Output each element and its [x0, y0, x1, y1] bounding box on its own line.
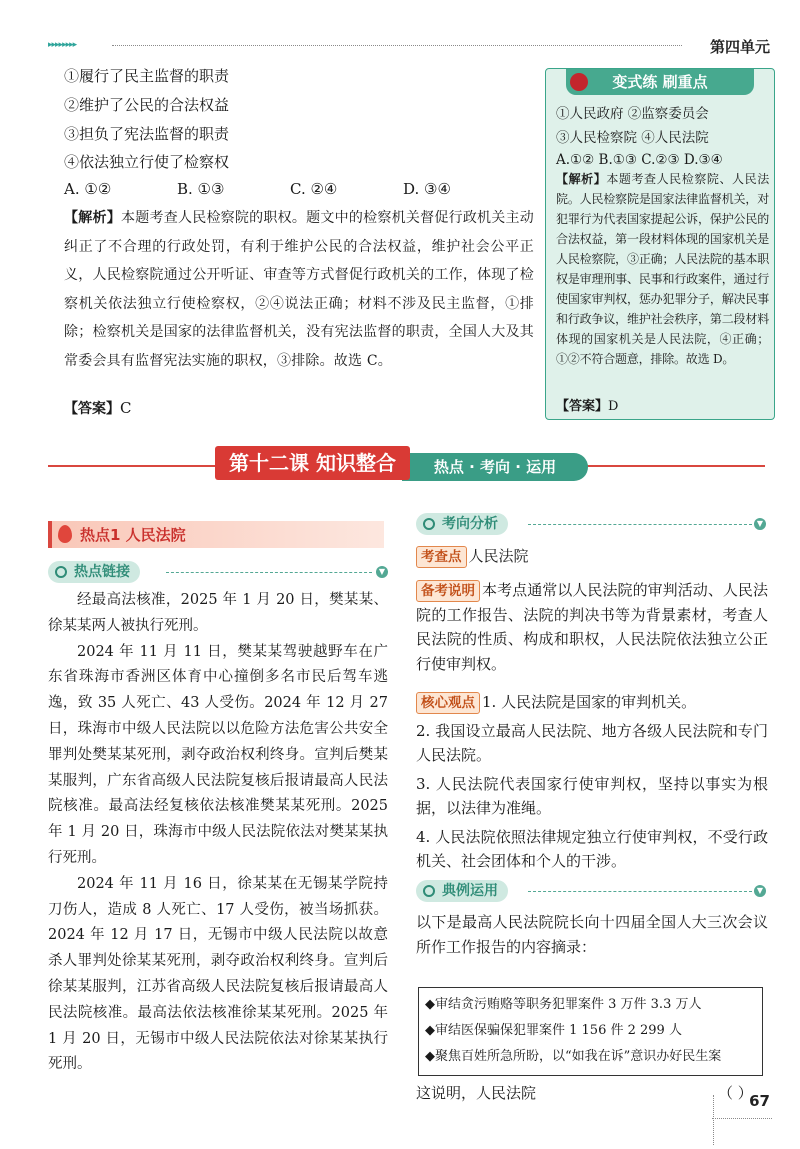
option-4: ④依法独立行使了检察权 — [64, 153, 230, 171]
exam-point-row — [416, 544, 768, 569]
explanation-top — [64, 204, 534, 375]
practice-choices: A.①② B.①③ C.②③ D.③④ — [556, 152, 723, 168]
banner-line-right — [585, 465, 765, 467]
core-views-label: 核心观点 — [416, 692, 480, 714]
practice-box — [545, 68, 775, 420]
option-2: ②维护了公民的合法权益 — [64, 96, 230, 114]
chevron-down-icon: ▼ — [754, 518, 766, 530]
banner-line-left — [48, 465, 220, 467]
header-arrows: ▸▸▸▸▸▸▸▸ — [48, 40, 77, 50]
option-3: ③担负了宪法监督的职责 — [64, 125, 230, 143]
practice-answer — [556, 397, 618, 416]
answer-top — [64, 398, 131, 418]
example-intro: 以下是最高人民法院院长向十四届全国人大三次会议所作工作报告的内容摘录： — [416, 913, 768, 956]
choice-c: C. ②④ — [290, 180, 338, 198]
practice-options-row1: ①人民政府 ②监察委员会 — [556, 106, 709, 122]
report-bullet-2: ◆审结医保骗保犯罪案件 1 156 件 2 299 人 — [425, 1023, 682, 1038]
prep-note — [416, 578, 768, 676]
core-item-4: 4. 人民法院依照法律规定独立行使审判权，不受行政机关、社会团体和个人的干涉。 — [416, 827, 768, 870]
prep-note-label: 备考说明 — [416, 580, 480, 602]
explanation-label: 【解析】 — [64, 210, 121, 226]
core-item-1: 1. 人民法院是国家的审判机关。 — [482, 693, 697, 711]
hot-link-pill — [48, 561, 140, 583]
choice-b: B. ①③ — [177, 180, 225, 198]
report-excerpt-box — [418, 987, 763, 1076]
analysis-pill — [416, 513, 508, 535]
practice-box-title: 变式练 刷重点 — [612, 73, 708, 91]
hot-link-label: 热点链接 — [74, 564, 130, 580]
core-item-3: 3. 人民法院代表国家行使审判权，坚持以事实为根据，以法律为准绳。 — [416, 774, 768, 817]
choice-d: D. ③④ — [403, 180, 451, 198]
explanation-text: 本题考查人民检察院的职权。题文中的检察机关督促行政机关主动纠正了不合理的行政处罚，有利于维护公民的合法权益，维护社会公平正义，人民检察院通过公开听证、审查等方式督促行政机关的工作，体现了检察机关依法独立行使检察权，②④说法正确；材料不涉及民主监督，①排除；检察机关是国家的法律监督机关，没有宪法监督的职责，全国人大及其常委会具有监督宪法实施的职权，③排除。故选 C。 — [64, 210, 534, 369]
practice-explanation — [556, 169, 769, 369]
practice-answer-label: 【答案】 — [556, 399, 609, 414]
exam-point-text: 人民法院 — [468, 547, 529, 565]
example-label: 典例运用 — [442, 883, 498, 899]
analysis-label: 考向分析 — [442, 516, 498, 532]
example-dashed-line — [528, 891, 752, 892]
practice-answer-value: D — [608, 399, 619, 414]
unit-title: 第四单元 — [709, 38, 770, 56]
prep-note-text: 本考点通常以人民法院的审判活动、人民法院的工作报告、法院的判决书等为背景素材，考查人民法院的性质、构成和职权，人民法院依法独立公正行使审判权。 — [416, 581, 768, 673]
link-icon — [55, 566, 67, 578]
choice-a: A. ①② — [64, 180, 112, 198]
option-1: ①履行了民主监督的职责 — [64, 67, 230, 85]
practice-options-row2: ③人民检察院 ④人民法院 — [556, 130, 709, 146]
banner-title: 第十二课 知识整合 — [215, 446, 410, 480]
banner-subtitle: 热点 · 考向 · 运用 — [402, 453, 588, 481]
practice-explain-text: 本题考查人民检察院、人民法院。人民检察院是国家法律监督机关，对犯罪行为代表国家提起公诉，保护公民的合法权益，第一段材料体现的国家机关是人民检察院，③正确；人民法院的基本职权是审理刑事、民事和行政案件，通过行使国家审判权，惩办犯罪分子，解决民事和行政争议，维护社会秩序，第二段材料体现的国家机关是人民法院，④正确；①②不符合题意，排除。故选 D。 — [556, 172, 770, 366]
core-views — [416, 690, 768, 874]
core-item-2: 2. 我国设立最高人民法院、地方各级人民法院和专门人民法院。 — [416, 721, 768, 764]
answer-value: C — [120, 399, 132, 417]
report-bullet-3: ◆聚焦百姓所急所盼，以“如我在诉”意识办好民生案 — [425, 1049, 722, 1064]
footer-vertical-dots — [713, 1095, 714, 1145]
practice-box-header — [566, 69, 754, 95]
hot-link-section-head — [48, 561, 388, 583]
flame-icon — [58, 525, 72, 543]
analysis-dashed-line — [528, 524, 752, 525]
chevron-down-icon: ▼ — [754, 885, 766, 897]
hot-point-title: 热点1 人民法院 — [80, 526, 186, 544]
hot-point-body — [48, 588, 388, 1078]
practice-explain-label: 【解析】 — [556, 172, 607, 186]
question-stem: 这说明，人民法院 — [416, 1084, 537, 1102]
page-number: 67 — [749, 1092, 770, 1110]
header-dotted-line — [112, 45, 682, 46]
pen-icon — [570, 73, 588, 91]
report-bullet-1: ◆审结贪污贿赂等职务犯罪案件 3 万件 3.3 万人 — [425, 997, 702, 1012]
book-icon — [423, 885, 435, 897]
hot-paragraph-2: 2024 年 11 月 11 日，樊某某驾驶越野车在广东省珠海市香洲区体育中心撞倒多名市民后驾车逃逸，致 35 人死亡、43 人受伤。2024 年 12 月 27 日，珠海市中级人民法院以以危险方法危害公共安全罪判处樊某某死刑，剥夺政治权利终身。宣判后樊某某服判，广东省高级人民法院复核后报请最高人民法院核准。最高法经复核依法核准樊某某死刑。2025 年 1 月 20 日，珠海市中级人民法院依法对樊某某执行死刑。 — [48, 643, 388, 866]
hot-paragraph-3: 2024 年 11 月 16 日，徐某某在无锡某学院持刀伤人，造成 8 人死亡、17 人受伤，被当场抓获。2024 年 12 月 17 日，无锡市中级人民法院以故意杀人罪判处徐某某死刑，剥夺政治权利终身。宣判后徐某某服判，江苏省高级人民法院复核后报请最高人民法院核准。最高法依法核准徐某某死刑。2025 年 1 月 20 日，无锡市中级人民法院依法对徐某某执行死刑。 — [48, 875, 388, 1073]
analysis-section-head — [416, 513, 768, 535]
answer-blank[interactable]: （ ） — [718, 1084, 753, 1102]
compass-icon — [423, 518, 435, 530]
answer-label: 【答案】 — [64, 401, 120, 417]
choice-row — [64, 180, 524, 198]
example-section-head — [416, 880, 768, 902]
footer-dotted-line — [712, 1118, 772, 1119]
hot-paragraph-1: 经最高法核准，2025 年 1 月 20 日，樊某某、徐某某两人被执行死刑。 — [48, 592, 388, 634]
chevron-down-icon: ▼ — [376, 566, 388, 578]
hot-point-header — [48, 521, 384, 548]
exam-point-label: 考查点 — [416, 546, 467, 568]
example-pill — [416, 880, 508, 902]
hot-link-dashed-line — [166, 572, 372, 573]
